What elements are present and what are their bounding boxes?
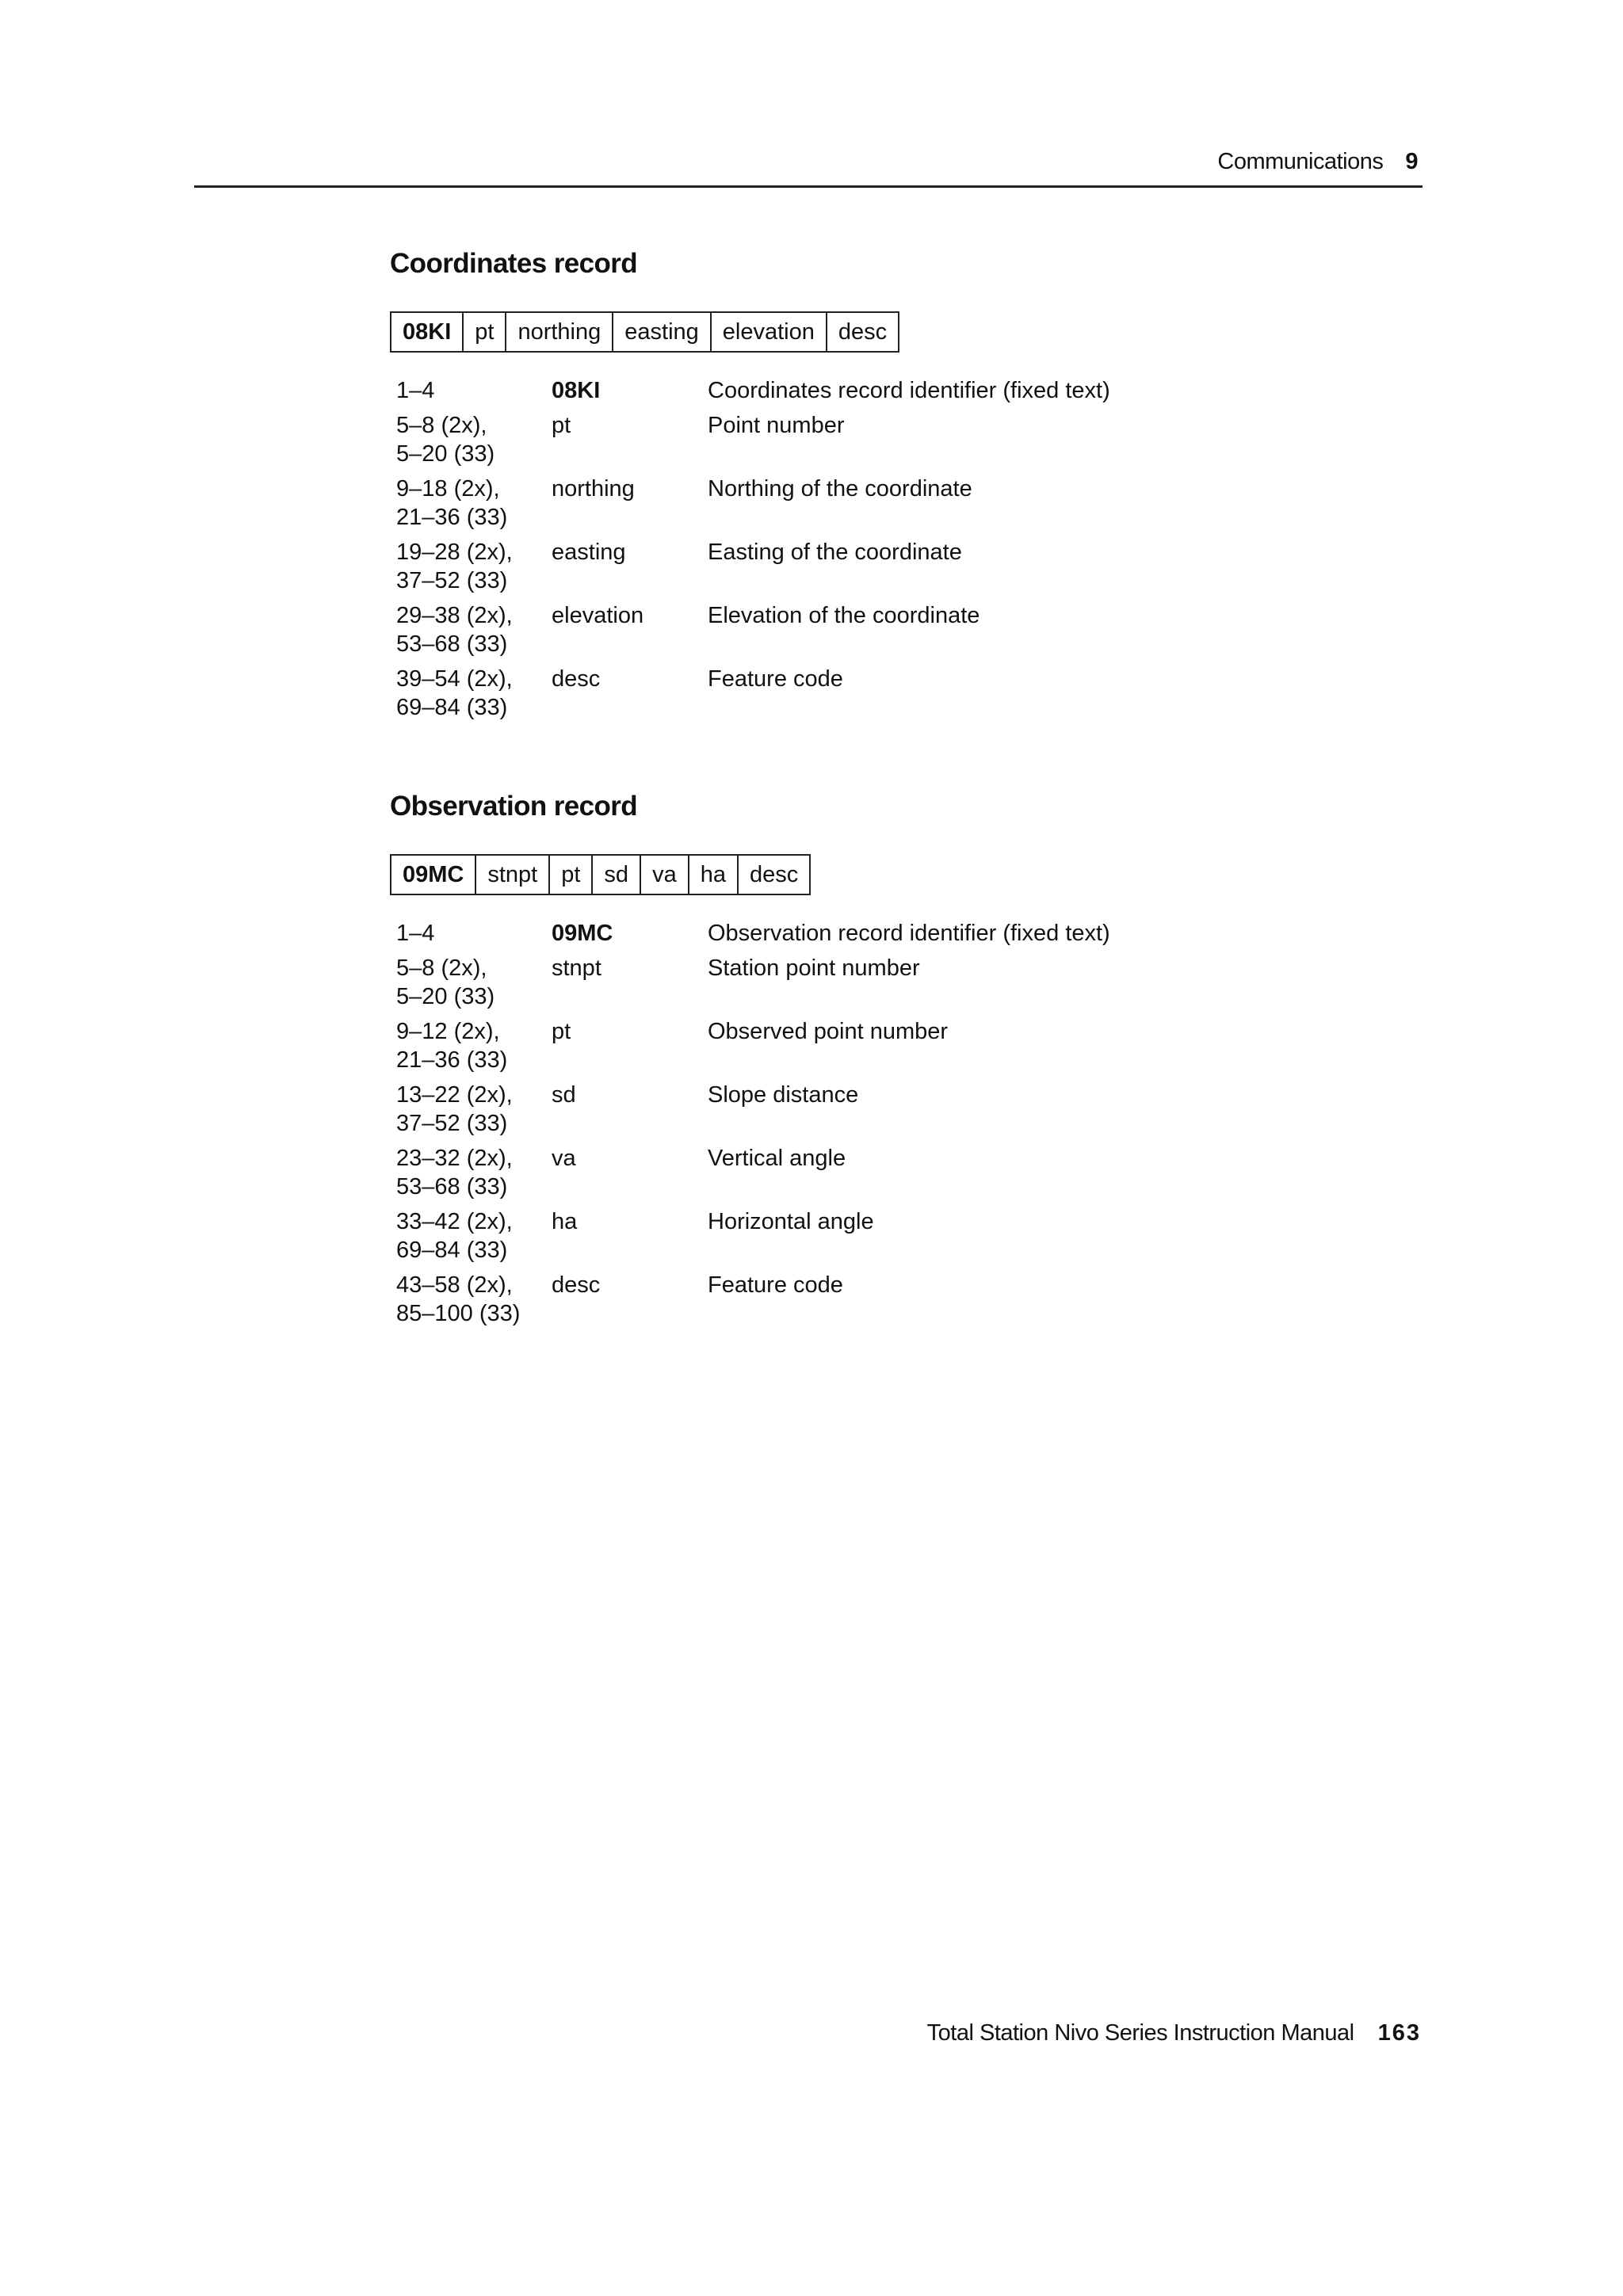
record-format-cell: ha (689, 855, 738, 894)
table-row (390, 376, 1110, 411)
field-name: va (552, 1146, 576, 1171)
record-format-cell: 08KI (391, 312, 463, 352)
field-position: 29–38 (2x), 53–68 (33) (396, 603, 513, 657)
page-number: 163 (1377, 2020, 1421, 2046)
field-description: Feature code (708, 1272, 843, 1298)
field-definition-table (390, 919, 1110, 1334)
field-description: Observed point number (708, 1019, 949, 1044)
table-row (390, 411, 1110, 475)
header-text (1217, 149, 1418, 175)
record-format-cell: 09MC (391, 855, 475, 894)
field-name: 09MC (552, 921, 613, 946)
table-row (390, 919, 1110, 954)
field-position: 43–58 (2x), 85–100 (33) (396, 1272, 521, 1326)
field-position: 13–22 (2x), 37–52 (33) (396, 1082, 513, 1136)
field-position: 1–4 (396, 378, 435, 403)
field-description: Slope distance (708, 1082, 859, 1108)
field-name: pt (552, 1019, 571, 1044)
field-name: stnpt (552, 955, 601, 981)
chapter-number: 9 (1405, 149, 1418, 174)
field-name: 08KI (552, 378, 601, 403)
field-name: easting (552, 540, 626, 565)
coordinates-record-section (390, 248, 1110, 728)
section-title: Coordinates record (390, 248, 638, 279)
table-row (390, 475, 1110, 538)
record-format-row (391, 312, 899, 352)
field-name: northing (552, 476, 635, 502)
field-description: Coordinates record identifier (fixed text) (708, 378, 1110, 403)
field-description: Easting of the coordinate (708, 540, 962, 565)
field-position: 19–28 (2x), 37–52 (33) (396, 540, 513, 593)
section-title: Observation record (390, 791, 638, 822)
running-footer (927, 2020, 1421, 2046)
field-description: Point number (708, 413, 845, 438)
table-row (390, 1017, 1110, 1081)
table-row (390, 1271, 1110, 1334)
field-position: 5–8 (2x), 5–20 (33) (396, 413, 495, 467)
field-name: ha (552, 1209, 578, 1234)
field-description: Elevation of the coordinate (708, 603, 980, 628)
field-position: 9–12 (2x), 21–36 (33) (396, 1019, 508, 1073)
field-position: 5–8 (2x), 5–20 (33) (396, 955, 495, 1009)
table-row (390, 1207, 1110, 1271)
record-format-diagram (390, 311, 899, 353)
record-format-cell: va (640, 855, 689, 894)
table-row (390, 1081, 1110, 1144)
field-position: 33–42 (2x), 69–84 (33) (396, 1209, 513, 1263)
field-name: desc (552, 666, 601, 692)
chapter-title: Communications (1217, 149, 1384, 174)
record-format-row (391, 855, 810, 894)
table-row (390, 538, 1110, 601)
field-definition-table (390, 376, 1110, 728)
table-row (390, 954, 1110, 1017)
field-position: 23–32 (2x), 53–68 (33) (396, 1146, 513, 1199)
record-format-cell: sd (592, 855, 640, 894)
field-position: 39–54 (2x), 69–84 (33) (396, 666, 513, 720)
field-position: 9–18 (2x), 21–36 (33) (396, 476, 508, 530)
table-row (390, 665, 1110, 728)
field-description: Feature code (708, 666, 843, 692)
record-format-cell: easting (613, 312, 711, 352)
table-row (390, 601, 1110, 665)
table-row (390, 1144, 1110, 1207)
field-name: elevation (552, 603, 644, 628)
record-format-diagram (390, 854, 811, 895)
field-name: sd (552, 1082, 576, 1108)
running-header (194, 146, 1423, 188)
field-description: Observation record identifier (fixed text) (708, 921, 1110, 946)
record-format-cell: northing (506, 312, 613, 352)
field-position: 1–4 (396, 921, 435, 946)
record-format-cell: desc (827, 312, 899, 352)
record-format-cell: desc (738, 855, 810, 894)
field-description: Vertical angle (708, 1146, 846, 1171)
observation-record-section (390, 791, 1110, 1334)
record-format-cell: pt (549, 855, 592, 894)
field-description: Horizontal angle (708, 1209, 874, 1234)
field-name: desc (552, 1272, 601, 1298)
field-name: pt (552, 413, 571, 438)
manual-title: Total Station Nivo Series Instruction Manual (926, 2020, 1354, 2046)
field-description: Northing of the coordinate (708, 476, 972, 502)
record-format-cell: pt (463, 312, 506, 352)
field-description: Station point number (708, 955, 920, 981)
record-format-cell: elevation (711, 312, 827, 352)
record-format-cell: stnpt (475, 855, 549, 894)
